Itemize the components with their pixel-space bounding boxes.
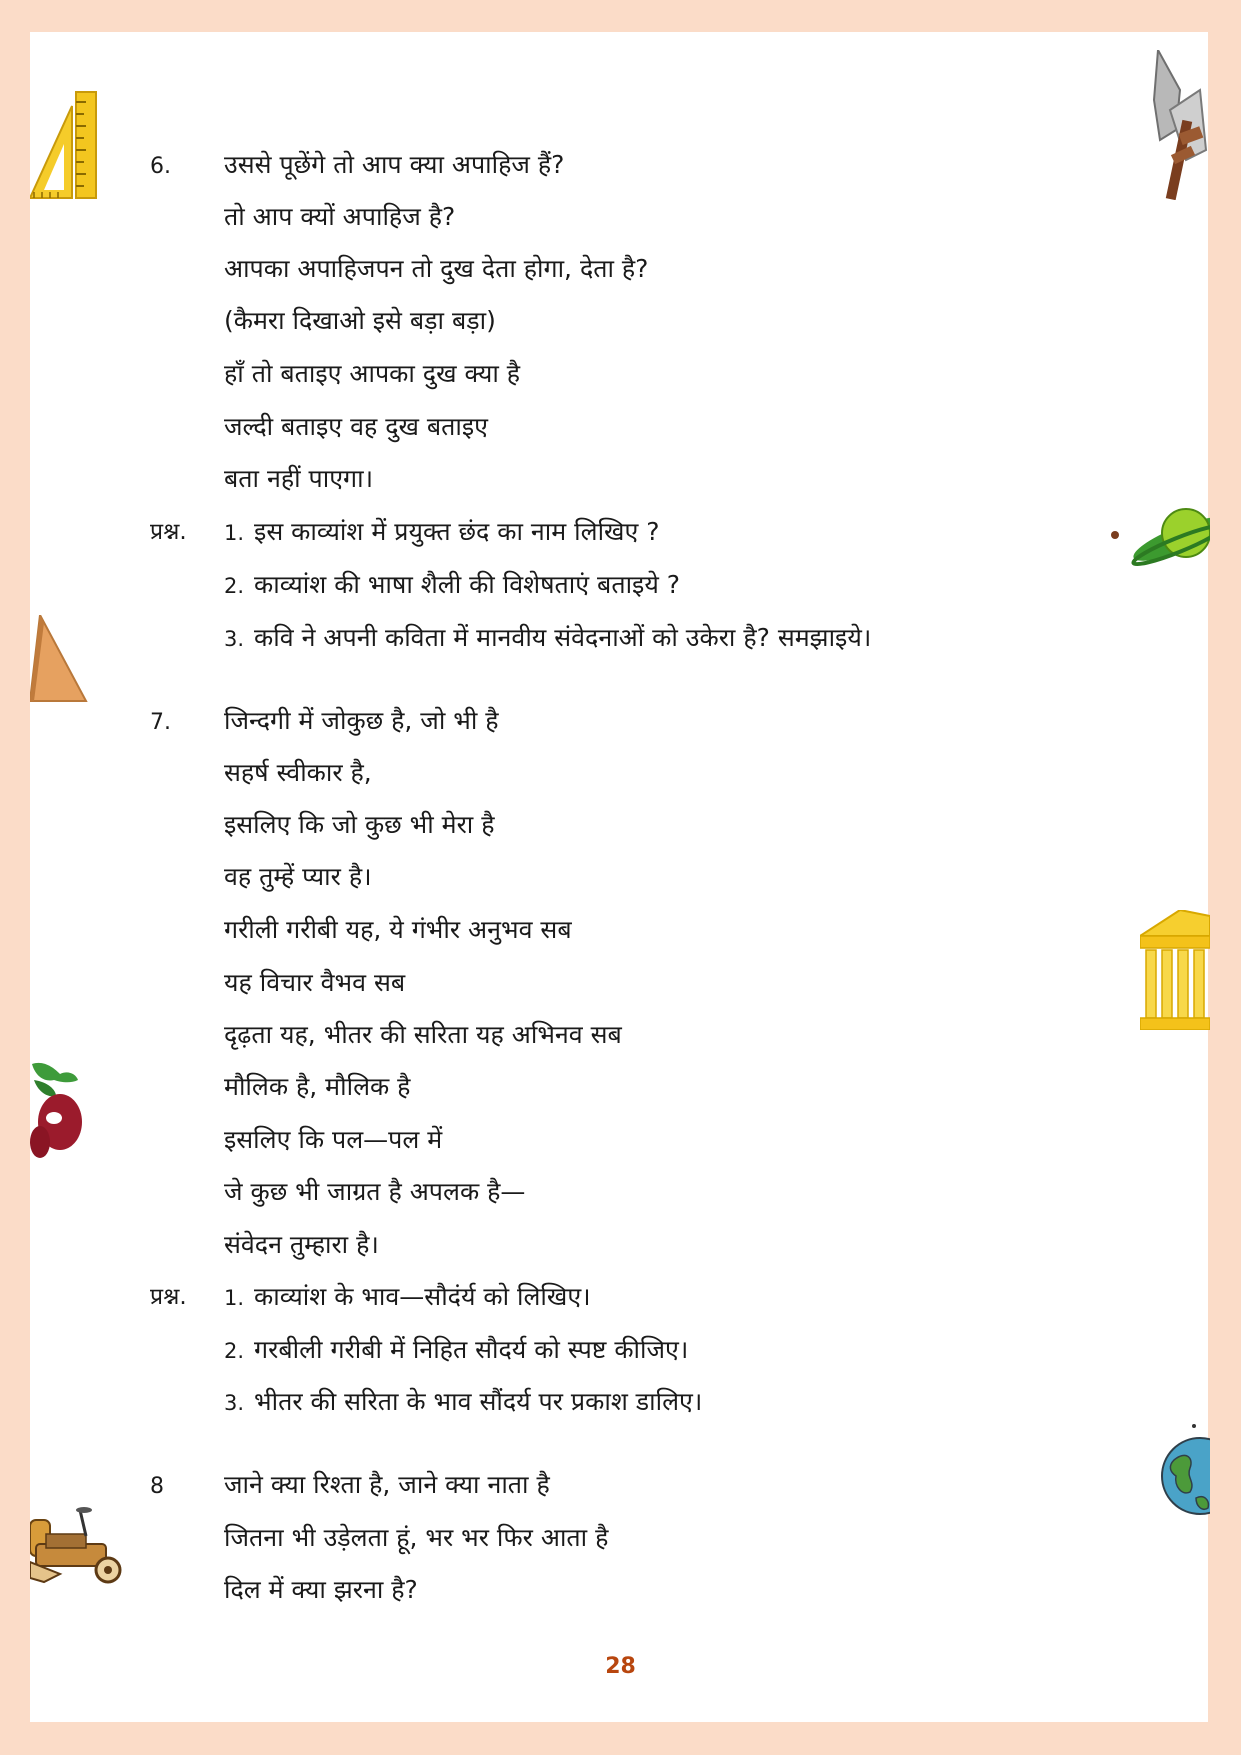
poem-line: (कैमरा दिखाओ इसे बड़ा बड़ा) [224, 306, 496, 335]
question-item [224, 515, 660, 550]
poem-line: जिन्दगी में जोकुछ है, जो भी है [224, 706, 499, 735]
question-text: भीतर की सरिता के भाव सौंदर्य पर प्रकाश डालिए। [254, 1387, 703, 1416]
question-text: कवि ने अपनी कविता में मानवीय संवेदनाओं को उकेरा है? समझाइये। [254, 623, 872, 652]
ruler-triangle-icon [30, 90, 102, 202]
passage-number: 8 [150, 1474, 164, 1499]
globe-icon [1160, 1420, 1210, 1530]
greek-temple-icon [1140, 910, 1210, 1030]
page-number: 28 [605, 1654, 636, 1679]
question-number: 3. [224, 1391, 245, 1415]
poem-line: इसलिए कि पल—पल में [224, 1125, 443, 1154]
poem-line: बता नहीं पाएगा। [224, 464, 374, 493]
stone-tools-icon [1150, 50, 1210, 200]
poem-line: दिल में क्या झरना है? [224, 1575, 418, 1604]
poem-line: आपका अपाहिजपन तो दुख देता होगा, देता है? [224, 254, 649, 283]
question-number: 3. [224, 627, 245, 651]
planet-icon [1110, 505, 1210, 575]
question-label: प्रश्न. [150, 1284, 187, 1310]
poem-line: जे कुछ भी जाग्रत है अपलक है— [224, 1177, 526, 1206]
question-item [224, 1280, 591, 1315]
question-label: प्रश्न. [150, 519, 187, 545]
pyramid-icon [30, 615, 90, 705]
question-number: 2. [224, 574, 245, 598]
cart-icon [30, 1500, 125, 1590]
poem-line: गरीली गरीबी यह, ये गंभीर अनुभव सब [224, 915, 572, 944]
question-text: काव्यांश के भाव—सौदंर्य को लिखिए। [254, 1282, 591, 1311]
passage-number: 6. [150, 154, 171, 179]
poem-line: यह विचार वैभव सब [224, 968, 406, 997]
poem-line: दृढ़ता यह, भीतर की सरिता यह अभिनव सब [224, 1020, 622, 1049]
question-item [224, 1333, 688, 1368]
question-number: 1. [224, 521, 245, 545]
question-text: काव्यांश की भाषा शैली की विशेषताएं बताइये ? [254, 570, 681, 599]
question-number: 2. [224, 1339, 245, 1363]
question-item [224, 1385, 702, 1420]
poem-line: हाँ तो बताइए आपका दुख क्या है [224, 359, 521, 388]
poem-line: संवेदन तुम्हारा है। [224, 1230, 379, 1259]
question-number: 1. [224, 1286, 245, 1310]
question-text: गरबीली गरीबी में निहित सौदर्य को स्पष्ट कीजिए। [254, 1335, 689, 1364]
fruit-icon [30, 1060, 90, 1165]
poem-line: उससे पूछेंगे तो आप क्या अपाहिज हैं? [224, 150, 565, 179]
poem-line: मौलिक है, मौलिक है [224, 1072, 411, 1101]
poem-line: जितना भी उड़ेलता हूं, भर भर फिर आता है [224, 1523, 609, 1552]
poem-line: जल्दी बताइए वह दुख बताइए [224, 412, 488, 441]
poem-line: तो आप क्यों अपाहिज है? [224, 202, 456, 231]
question-text: इस काव्यांश में प्रयुक्त छंद का नाम लिखिए ? [254, 517, 660, 546]
question-item [224, 621, 871, 656]
poem-line: जाने क्या रिश्ता है, जाने क्या नाता है [224, 1470, 550, 1499]
passage-number: 7. [150, 710, 171, 735]
poem-line: वह तुम्हें प्यार है। [224, 862, 372, 891]
poem-line: सहर्ष स्वीकार है, [224, 758, 372, 787]
poem-line: इसलिए कि जो कुछ भी मेरा है [224, 810, 495, 839]
question-item [224, 568, 680, 603]
